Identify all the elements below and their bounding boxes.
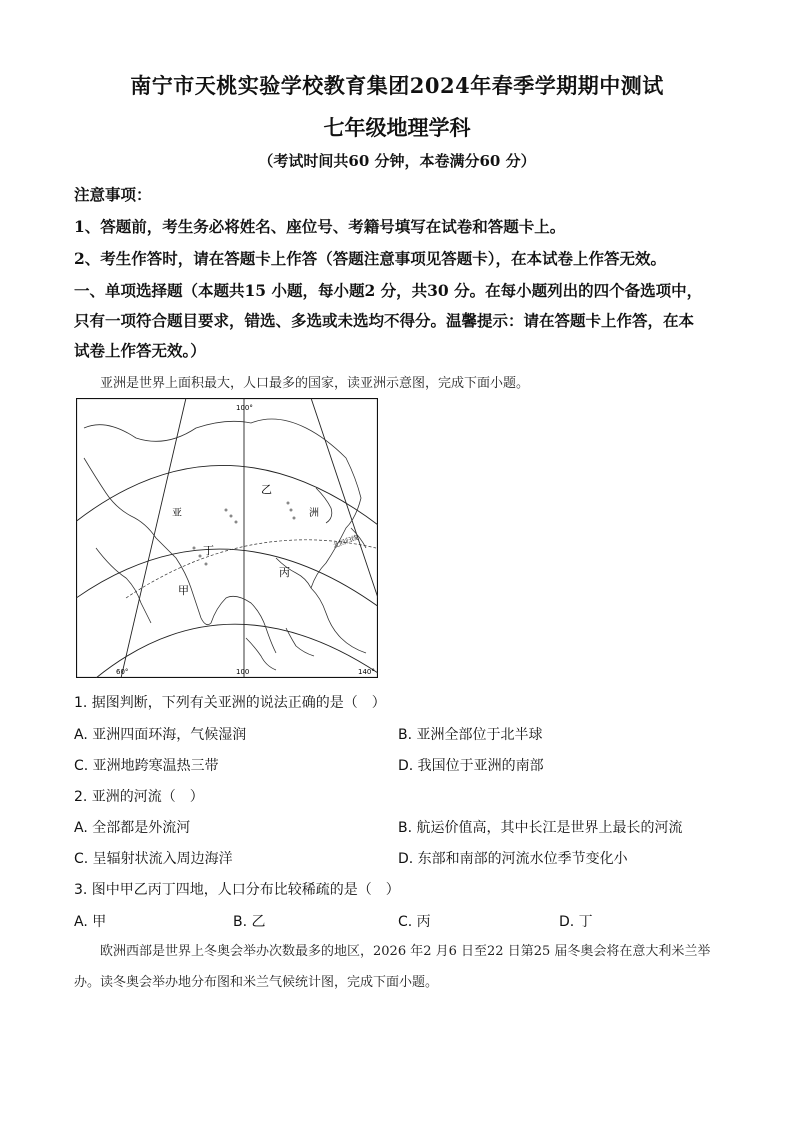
q3-option-c[interactable]: C. 丙 [398, 914, 431, 930]
question-2: 2. 亚洲的河流（ ） [74, 789, 204, 805]
subject-title: 七年级地理学科 [323, 115, 471, 140]
q3-option-a[interactable]: A. 甲 [74, 914, 107, 930]
q2-option-b[interactable]: B. 航运价值高，其中长江是世界上最长的河流 [398, 820, 683, 836]
question-1: 1. 据图判断，下列有关亚洲的说法正确的是（ ） [74, 695, 386, 711]
passage-winter-olympics: 欧洲西部是世界上冬奥会举办次数最多的地区，2026 年2 月6 日至22 日第25 届冬奥会将在意大利米兰举办。读冬奥会举办地分布图和米兰气候统计图，完成下面小题。 [74, 944, 711, 990]
asia-map [76, 398, 378, 678]
map-label-zhou: 洲 [309, 508, 319, 519]
passage-asia: 亚洲是世界上面积最大，人口最多的国家，读亚洲示意图，完成下面小题。 [100, 376, 530, 391]
map-label-ya: 亚 [172, 508, 182, 519]
map-lon-100-top: 100° [236, 404, 253, 412]
map-lon-100-bottom: 100 [236, 668, 250, 676]
exam-info: （考试时间共60 分钟，本卷满分60 分） [258, 152, 536, 170]
q1-option-b[interactable]: B. 亚洲全部位于北半球 [398, 727, 543, 743]
question-3: 3. 图中甲乙丙丁四地，人口分布比较稀疏的是（ ） [74, 882, 400, 898]
section-1-instructions-line3: 试卷上作答无效。） [74, 341, 206, 360]
map-label-bing: 丙 [279, 566, 290, 579]
notes-heading: 注意事项： [74, 185, 152, 204]
section-1-instructions-line2: 只有一项符合题目要求，错选、多选或未选均不得分。温馨提示：请在答题卡上作答，在本 [74, 311, 695, 330]
q3-option-b[interactable]: B. 乙 [233, 914, 266, 930]
q2-option-c[interactable]: C. 呈辐射状流入周边海洋 [74, 851, 233, 867]
map-label-tropic: 北回归线 [331, 533, 360, 550]
q1-option-c[interactable]: C. 亚洲地跨寒温热三带 [74, 758, 219, 774]
q1-option-d[interactable]: D. 我国位于亚洲的南部 [398, 758, 544, 774]
q1-option-a[interactable]: A. 亚洲四面环海，气候湿润 [74, 727, 247, 743]
map-label-jia: 甲 [178, 584, 189, 597]
map-frame [77, 399, 378, 678]
map-label-yi: 乙 [261, 483, 272, 496]
q3-option-d[interactable]: D. 丁 [559, 914, 593, 930]
exam-title: 南宁市天桃实验学校教育集团2024年春季学期期中测试 [130, 73, 664, 98]
q2-option-a[interactable]: A. 全部都是外流河 [74, 820, 191, 836]
q2-option-d[interactable]: D. 东部和南部的河流水位季节变化小 [398, 851, 628, 867]
notes-item-1: 1、答题前，考生务必将姓名、座位号、考籍号填写在试卷和答题卡上。 [74, 217, 566, 236]
notes-item-2: 2、考生作答时，请在答题卡上作答（答题注意事项见答题卡），在本试卷上作答无效。 [74, 249, 667, 268]
section-1-instructions-line1: 一、单项选择题（本题共15 小题，每小题2 分，共30 分。在每小题列出的四个备选项中， [74, 281, 703, 300]
map-label-ding: 丁 [203, 544, 214, 557]
map-lon-140: 140° [358, 668, 375, 676]
map-lon-60: 60° [116, 668, 129, 676]
